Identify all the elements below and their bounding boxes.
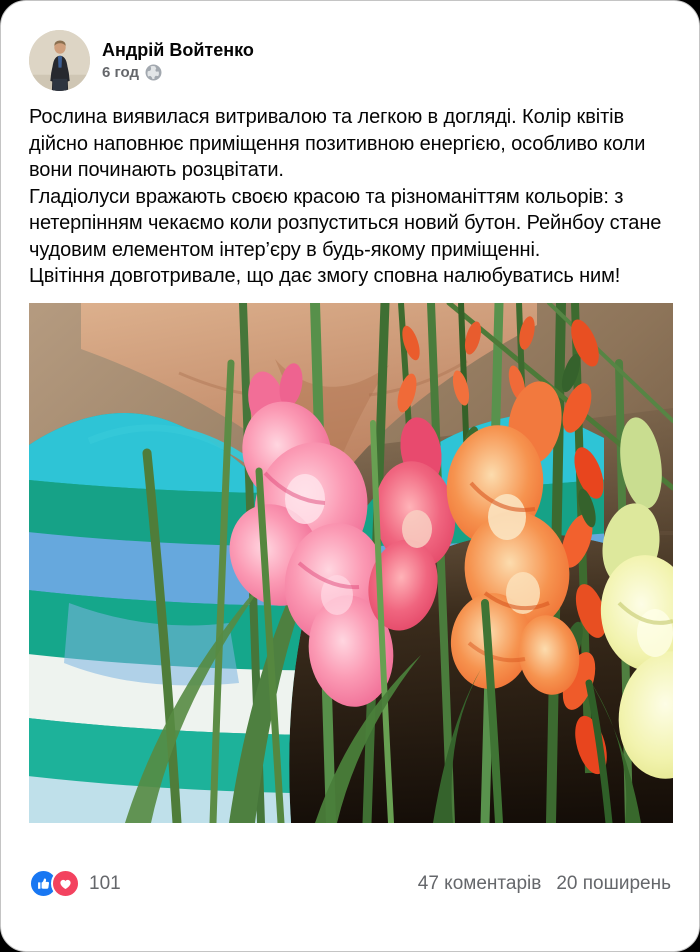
header-text bbox=[102, 40, 254, 82]
post-paragraph: Цвітіння довготривале, що дає змогу сповна налюбуватись ним! bbox=[29, 265, 621, 287]
post-footer bbox=[1, 823, 699, 952]
reactions-summary[interactable] bbox=[29, 869, 121, 898]
avatar[interactable] bbox=[29, 30, 90, 91]
engagement-counts bbox=[418, 873, 671, 895]
heart-icon bbox=[57, 875, 74, 892]
post-paragraph: Рослина виявилася витривалою та легкою в догляді. Колір квітів дійсно наповнює приміщення позитивною енергією, особливо коли вони починають розцвітати. bbox=[29, 106, 646, 181]
post-paragraph: Гладіолуси вражають своєю красою та різноманіттям кольорів: з нетерпінням чекаємо коли розпуститься новий бутон. Рейнбоу стане чудовим елементом інтер’єру в будь-якому приміщенні. bbox=[29, 185, 662, 261]
post-text bbox=[1, 104, 699, 290]
globe-icon bbox=[145, 64, 162, 81]
post-meta bbox=[102, 64, 254, 81]
reaction-icons bbox=[29, 869, 80, 898]
photo-illustration bbox=[29, 303, 673, 823]
author-name[interactable]: Андрій Войтенко bbox=[102, 39, 254, 60]
shares-count[interactable]: 20 поширень bbox=[556, 872, 671, 894]
post-photo[interactable] bbox=[29, 303, 673, 823]
comments-count[interactable]: 47 коментарів bbox=[417, 872, 542, 894]
post-header bbox=[1, 1, 699, 104]
avatar-illustration bbox=[29, 30, 90, 91]
timestamp[interactable]: 6 год bbox=[102, 64, 140, 82]
love-reaction-icon bbox=[51, 869, 80, 898]
thumbs-up-icon bbox=[35, 875, 52, 892]
reaction-count[interactable]: 101 bbox=[89, 872, 121, 894]
